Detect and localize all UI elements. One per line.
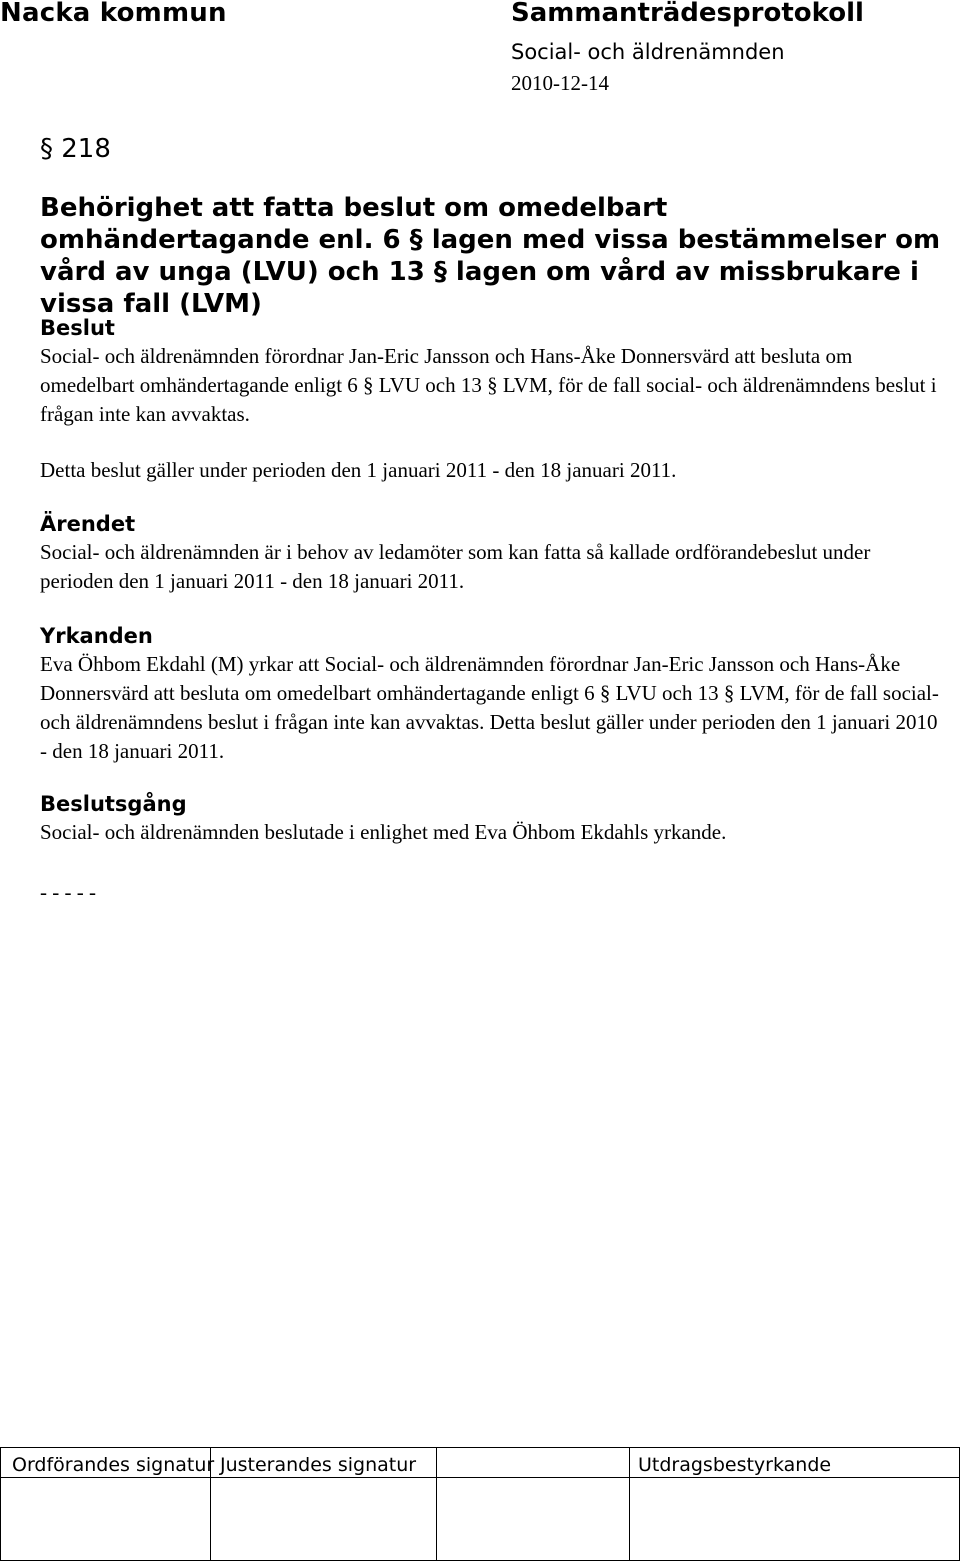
section-heading-beslut: Beslut [40,316,115,340]
section-heading-beslutsgang: Beslutsgång [40,792,187,816]
committee-name: Social- och äldrenämnden [511,40,785,64]
footer-divider [0,1447,1,1561]
footer-divider [629,1447,630,1561]
document-type: Sammanträdesprotokoll [511,0,864,28]
adjuster-signature-label: Justerandes signatur [220,1454,417,1476]
footer-header-line [0,1477,960,1478]
signature-footer [0,1447,960,1561]
beslut-period-text: Detta beslut gäller under perioden den 1 januari 2011 - den 18 januari 2011. [40,458,677,482]
footer-bottom-line [0,1560,960,1561]
footer-divider [436,1447,437,1561]
meeting-date: 2010-12-14 [511,71,609,95]
yrkanden-text: Eva Öhbom Ekdahl (M) yrkar att Social- och äldrenämnden förordnar Jan-Eric Jansson och Hans-Åke Donnersvärd att besluta om omedelbart omhändertagande enligt 6 § LVU och 13 § LVM, för de fall social- och äldrenämndens beslut i frågan inte kan avvaktas. Detta beslut gäller under perioden den 1 januari 2010 - den 18 januari 2011. [40,652,939,763]
page-title: Behörighet att fatta beslut om omedelbart omhändertagande enl. 6 § lagen med vissa bestämmelser om vård av unga (LVU) och 13 § lagen om vård av missbrukare i vissa fall (LVM) [40,193,941,319]
section-heading-yrkanden: Yrkanden [40,624,153,648]
org-name: Nacka kommun [0,0,227,28]
arendet-text: Social- och äldrenämnden är i behov av ledamöter som kan fatta så kallade ordförandebeslut under perioden den 1 januari 2011 - den 18 januari 2011. [40,540,871,593]
certified-extract-label: Utdragsbestyrkande [638,1454,832,1476]
end-marker: - - - - - [40,880,96,904]
section-heading-arendet: Ärendet [40,512,136,536]
chair-signature-label: Ordförandes signatur [12,1454,215,1476]
beslut-text: Social- och äldrenämnden förordnar Jan-Eric Jansson och Hans-Åke Donnersvärd att besluta om omedelbart omhändertagande enligt 6 § LVU och 13 § LVM, för de fall social- och äldrenämndens beslut i frågan inte kan avvaktas. [40,344,937,426]
footer-top-line [0,1447,960,1448]
paragraph-number: § 218 [40,134,111,164]
beslutsgang-text: Social- och äldrenämnden beslutade i enlighet med Eva Öhbom Ekdahls yrkande. [40,820,727,844]
